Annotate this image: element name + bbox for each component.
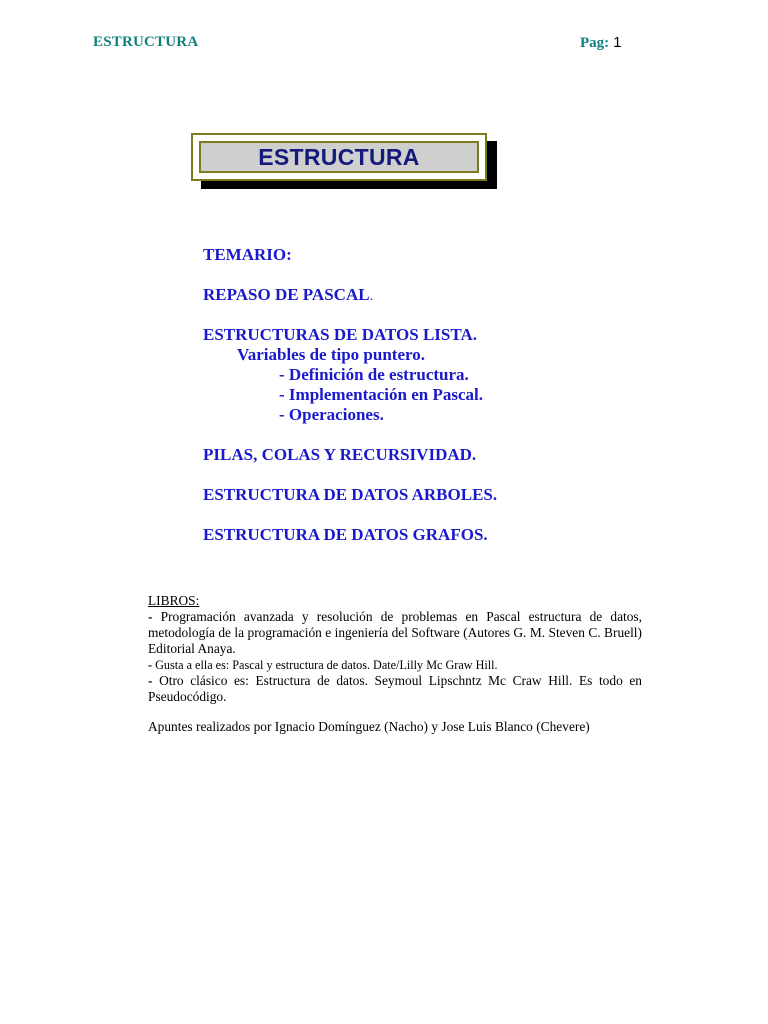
topic-repaso [203,285,373,305]
subtopic-variables: Variables de tipo puntero. [237,345,425,364]
credits-line: Apuntes realizados por Ignacio Domínguez (Nacho) y Jose Luis Blanco (Chevere) [148,719,590,734]
book-3-dash: - [148,673,153,688]
book-1-dash: - [148,609,153,624]
book-2-dash: - [148,658,153,672]
title-box-inner [199,141,479,173]
libros-heading: LIBROS: [148,593,200,608]
book-entry-1 [148,609,642,657]
page-label: Pag: [580,35,610,51]
topic-pilas: PILAS, COLAS Y RECURSIVIDAD. [203,445,477,464]
book-3-text: Otro clásico es: Estructura de datos. Seymoul Lipschntz Mc Craw Hill. Es todo en Pseudocódigo. [148,673,642,704]
document-title: ESTRUCTURA [258,143,420,170]
topic-repaso-dot: . [369,289,374,304]
subtopic-implementacion: - Implementación en Pascal. [279,385,483,404]
book-2-text: Gusta a ella es: Pascal y estructura de datos. Date/Lilly Mc Graw Hill. [152,658,498,672]
title-box [191,133,487,181]
book-entry-3 [148,673,642,705]
book-entry-2 [148,657,642,673]
running-header-title: ESTRUCTURA [93,34,199,50]
topic-grafos: ESTRUCTURA DE DATOS GRAFOS. [203,525,488,544]
subtopic-operaciones: - Operaciones. [279,405,384,424]
book-1-text: Programación avanzada y resolución de problemas en Pascal estructura de datos, metodología de la programación e ingeniería del Software (Autores G. M. Steven C. Bruell) Editorial Anaya. [148,609,642,656]
topic-repaso-text: REPASO DE PASCAL [203,285,370,304]
page-number: 1 [613,34,622,51]
page-indicator [580,34,622,52]
subtopic-definicion: - Definición de estructura. [279,365,469,384]
libros-section [148,593,642,705]
topic-listas: ESTRUCTURAS DE DATOS LISTA. [203,325,477,344]
temario-heading: TEMARIO: [203,245,292,264]
topic-arboles: ESTRUCTURA DE DATOS ARBOLES. [203,485,498,504]
